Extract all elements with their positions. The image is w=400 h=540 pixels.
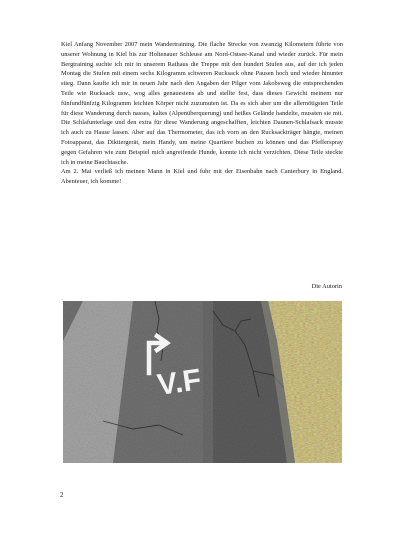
road-marking-photo [63,301,342,463]
paragraph-2: Am 2. Mai verließ ich meinen Mann in Kiel und fuhr mit der Eisenbahn nach Canterbury in England. Abenteuer, ich komme! [61,168,343,186]
signature: Die Autorin [311,283,342,290]
paragraph-1: Kiel Anfang November 2007 mein Wandertraining. Die flache Strecke von zwanzig Kilometern führte von unserer Wohnung in Kiel bis zur Holtenauer Schleuse am Nord-Ostsee-Kanal und wieder zurück. Für mein Bergtraining suchte ich mir in unserem Rathaus die Treppe mit den hundert Stufen aus, auf der ich jeden Montag die Stufen mit einem sechs Kilogramm schweren Rucksack ohne Pausen hoch und wieder hinunter stieg. Dann kaufte ich mir in neuen Jahr nach den Angaben der Pilger vom Jakobsweg die entsprechenden Teile wie Rucksack usw., wog alles genauestens ab und stellte fest, dass dieses Gewicht meinem nur fünfundfünfzig Kilogramm leichten Körper nicht zuzumuten ist. Da es sich aber um die allernötigsten Teile für diese Wanderung durch nasses, kaltes (Alpenüberquerung) und heißes Gelände handelte, mussten sie mit. Die Schlafunterlage und den extra für diese Wanderung angeschafften, leichten Daunen-Schlafsack musste ich auch zu Hause lassen. Aber auf das Thermometer, das ich vorn an den Rucksackträger hängte, meinen Fotoapparat, das Diktiergerät, mein Handy, um meine Quartiere buchen zu können und das Pfefferspray gegen Gefahren wie zum Beispiel mich angreifende Hunde, konnte ich nicht verzichten. Diese Teile steckte ich in meine Bauchtasche. [61,41,343,166]
body-text [61,40,343,187]
painted-letters: V.F [155,363,204,403]
page-number: 2 [60,491,64,499]
